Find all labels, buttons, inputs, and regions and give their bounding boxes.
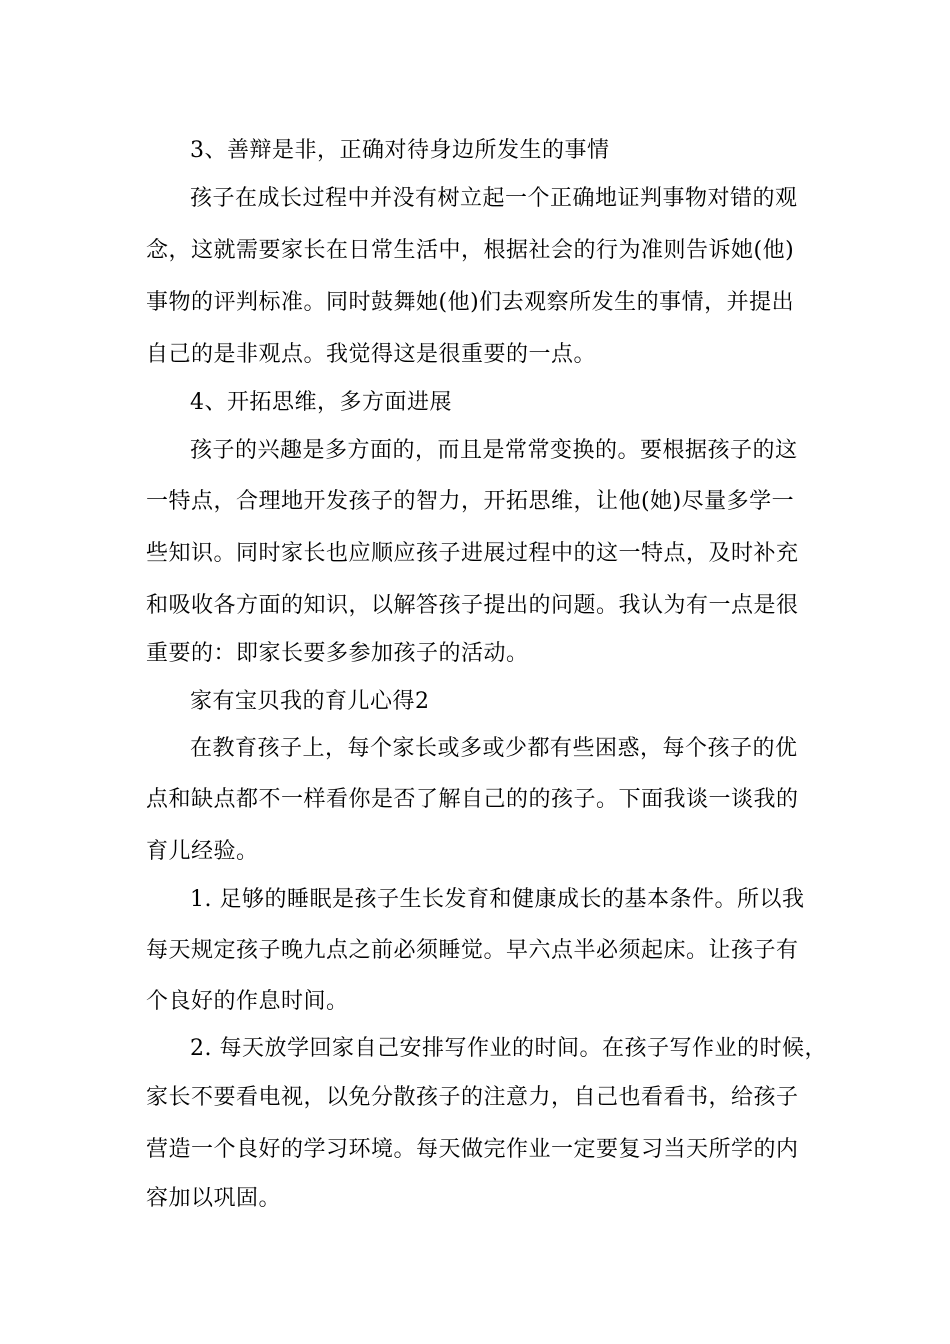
numbered-item-1: 1. 足够的睡眠是孩子生长发育和健康成长的基本条件。所以我 [190, 887, 805, 912]
heading-4: 4、开拓思维，多方面进展 [190, 390, 452, 415]
paragraph-line: 营造一个良好的学习环境。每天做完作业一定要复习当天所学的内 [146, 1137, 799, 1162]
paragraph-line: 家长不要看电视，以免分散孩子的注意力，自己也看看书，给孩子 [146, 1085, 799, 1110]
paragraph-line: 孩子的兴趣是多方面的，而且是常常变换的。要根据孩子的这 [190, 438, 798, 463]
paragraph-line: 容加以巩固。 [146, 1186, 282, 1211]
paragraph-line: 孩子在成长过程中并没有树立起一个正确地证判事物对错的观 [190, 186, 798, 211]
paragraph-line: 在教育孩子上，每个家长或多或少都有些困惑，每个孩子的优 [190, 736, 798, 761]
paragraph-line: 事物的评判标准。同时鼓舞她(他)们去观察所发生的事情，并提出 [146, 290, 795, 315]
paragraph-line: 每天规定孩子晚九点之前必须睡觉。早六点半必须起床。让孩子有 [146, 938, 799, 963]
paragraph-line: 重要的：即家长要多参加孩子的活动。 [146, 641, 529, 666]
paragraph-line: 个良好的作息时间。 [146, 989, 349, 1014]
paragraph-line: 自己的是非观点。我觉得这是很重要的一点。 [146, 342, 597, 367]
heading-3: 3、善辩是非，正确对待身边所发生的事情 [190, 138, 610, 163]
paragraph-line: 和吸收各方面的知识，以解答孩子提出的问题。我认为有一点是很 [146, 593, 799, 618]
paragraph-line: 育儿经验。 [146, 839, 259, 864]
section-title: 家有宝贝我的育儿心得2 [190, 689, 430, 714]
paragraph-line: 些知识。同时家长也应顺应孩子进展过程中的这一特点，及时补充 [146, 541, 799, 566]
paragraph-line: 一特点，合理地开发孩子的智力，开拓思维，让他(她)尽量多学一 [146, 489, 795, 514]
paragraph-line: 念，这就需要家长在日常生活中，根据社会的行为准则告诉她(他) [146, 238, 795, 263]
numbered-item-2: 2. 每天放学回家自己安排写作业的时间。在孩子写作业的时候， [190, 1036, 827, 1061]
paragraph-line: 点和缺点都不一样看你是否了解自己的的孩子。下面我谈一谈我的 [146, 787, 799, 812]
